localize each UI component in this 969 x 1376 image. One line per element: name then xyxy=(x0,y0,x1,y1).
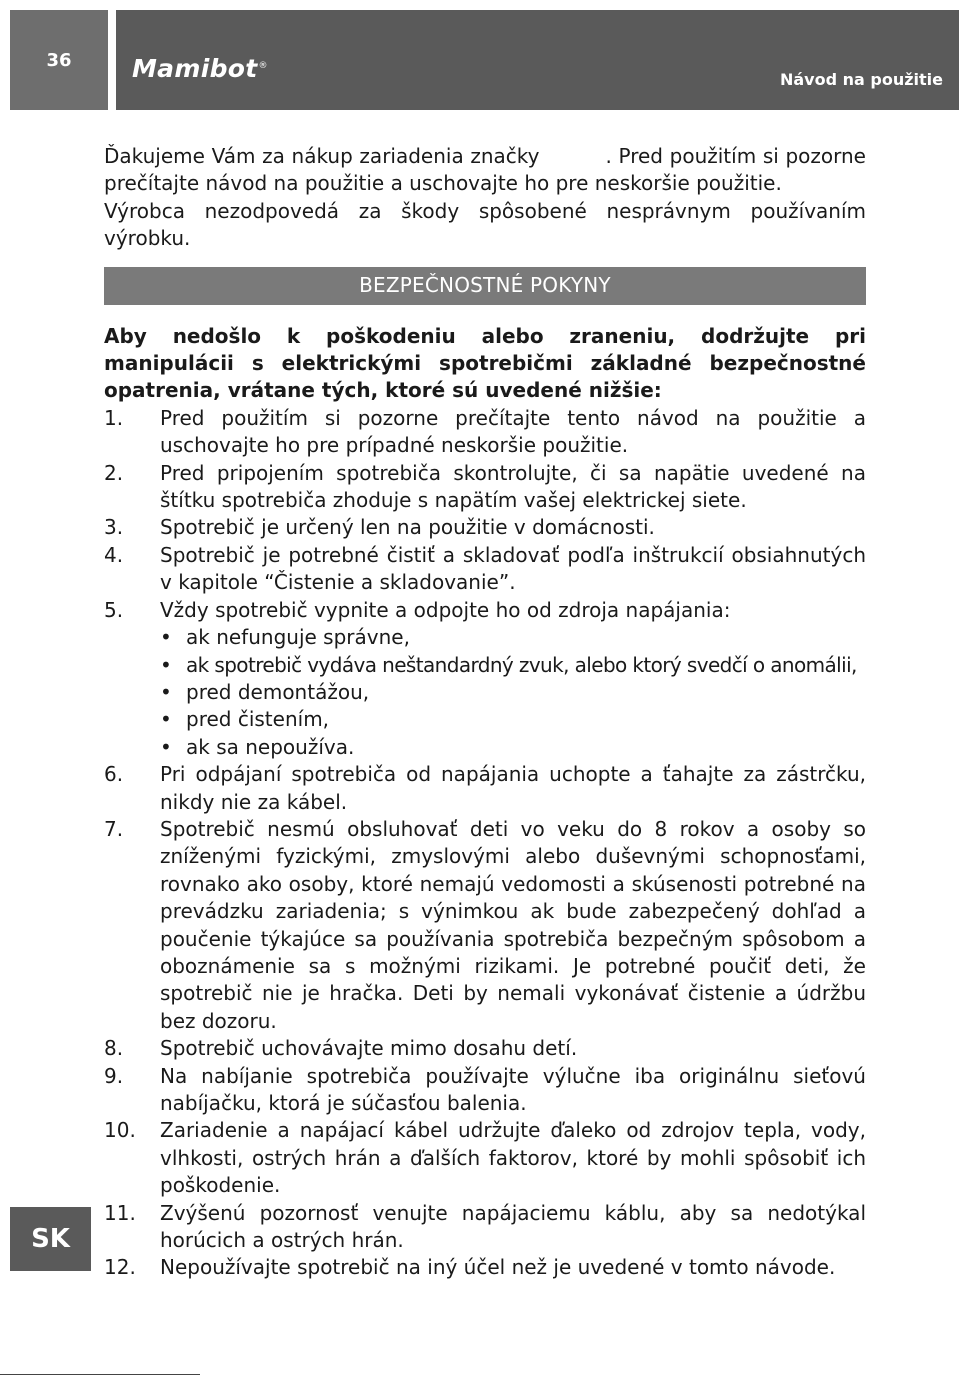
safety-lead: Aby nedošlo k poškodeniu alebo zraneniu, dodržujte pri manipulácii s elektrickými spotrebičmi základné bezpečnostné opatrenia, vrátane tých, ktoré sú uvedené nižšie: xyxy=(104,323,866,403)
bullet-item: • pred demontážou, xyxy=(160,679,866,706)
brand-logo xyxy=(132,54,268,83)
intro xyxy=(104,143,866,253)
header-bar xyxy=(116,10,959,110)
registered-mark: ® xyxy=(258,60,268,71)
safety-rule: 11. Zvýšenú pozornosť venujte napájaciemu káblu, aby sa nedotýkal horúcich a ostrých hrán. xyxy=(104,1200,866,1253)
bullet-icon: • xyxy=(160,734,172,759)
safety-rule: 10. Zariadenie a napájací kábel udržujte ďaleko od zdrojov tepla, vody, vlhkosti, ostrých hrán a ďalších faktorov, ktoré by mohli spôsobiť ich poškodenie. xyxy=(104,1118,866,1198)
safety-rules-list xyxy=(104,405,866,1282)
intro-thanks: Ďakujeme Vám za nákup zariadenia značky . Pred použitím si pozorne prečítajte návod na použitie a uschovajte ho pre neskoršie použitie. xyxy=(104,144,866,196)
intro-disclaimer: Výrobca nezodpovedá za škody spôsobené nesprávnym používaním výrobku. xyxy=(104,198,866,251)
section-heading: BEZPEČNOSTNÉ POKYNY xyxy=(104,267,866,305)
language-code: SK xyxy=(31,1224,70,1254)
bullet-item: • pred čistením, xyxy=(160,706,866,733)
safety-rule: 1. Pred použitím si pozorne prečítajte tento návod na použitie a uschovajte ho pre prípadné neskoršie použitie. xyxy=(104,405,866,458)
safety-rule: 9. Na nabíjanie spotrebiča používajte výlučne iba originálnu sieťovú nabíjačku, ktorá je súčasťou balenia. xyxy=(104,1063,866,1115)
bullet-icon: • xyxy=(160,679,172,704)
safety-rule: 12. Nepoužívajte spotrebič na iný účel než je uvedené v tomto návode. xyxy=(104,1255,836,1280)
main-content xyxy=(104,143,866,1282)
safety-rule: 3. Spotrebič je určený len na použitie v domácnosti. xyxy=(104,515,655,540)
language-tab xyxy=(10,1207,91,1271)
safety-rule: 5. Vždy spotrebič vypnite a odpojte ho od zdroja napájania: • ak nefunguje správne, • ak spotrebič vydáva neštandardný zvuk, alebo ktorý svedčí o anomálii, • pred demontážou, • pred čistením, • ak sa nepoužíva. xyxy=(104,597,866,761)
bullet-icon: • xyxy=(160,625,172,650)
bullet-item: • ak nefunguje správne, xyxy=(160,624,866,651)
bullet-item: • ak spotrebič vydáva neštandardný zvuk, alebo ktorý svedčí o anomálii, xyxy=(160,652,866,679)
bullet-item: • ak sa nepoužíva. xyxy=(160,734,866,761)
manual-title: Návod na použitie xyxy=(779,70,943,89)
brand-name: Mamibot xyxy=(132,54,258,83)
page-number-box xyxy=(10,10,108,110)
footer-divider xyxy=(0,1374,200,1375)
safety-rule: 8. Spotrebič uchovávajte mimo dosahu detí. xyxy=(104,1036,578,1061)
safety-rule: 4. Spotrebič je potrebné čistiť a skladovať podľa inštrukcií obsiahnutých v kapitole “Čistenie a skladovanie”. xyxy=(104,542,866,595)
bullet-icon: • xyxy=(160,707,172,732)
bullet-icon: • xyxy=(160,652,172,677)
disconnect-conditions-list xyxy=(160,624,866,761)
safety-rule: 7. Spotrebič nesmú obsluhovať deti vo veku do 8 rokov a osoby so zníženými fyzickými, zmyslovými alebo duševnými schopnosťami, rovnako ako osoby, ktoré nemajú vedomosti a skúsenosti potrebné na prevádzku zariadenia; s výnimkou ak bude zabezpečený dohľad a poučenie týkajúce sa používania spotrebiča bezpečným spôsobom a oboznámenie sa s možnými rizikami. Je potrebné poučiť deti, že spotrebič nie je hračka. Deti by nemali vykonávať čistenie a údržbu bez dozoru. xyxy=(104,816,866,1033)
safety-rule: 2. Pred pripojením spotrebiča skontrolujte, či sa napätie uvedené na štítku spotrebiča zhoduje s napätím vašej elektrickej siete. xyxy=(104,460,866,513)
page-number: 36 xyxy=(46,49,72,71)
safety-rule: 6. Pri odpájaní spotrebiča od napájania uchopte a ťahajte za zástrčku, nikdy nie za kábel. xyxy=(104,762,866,814)
